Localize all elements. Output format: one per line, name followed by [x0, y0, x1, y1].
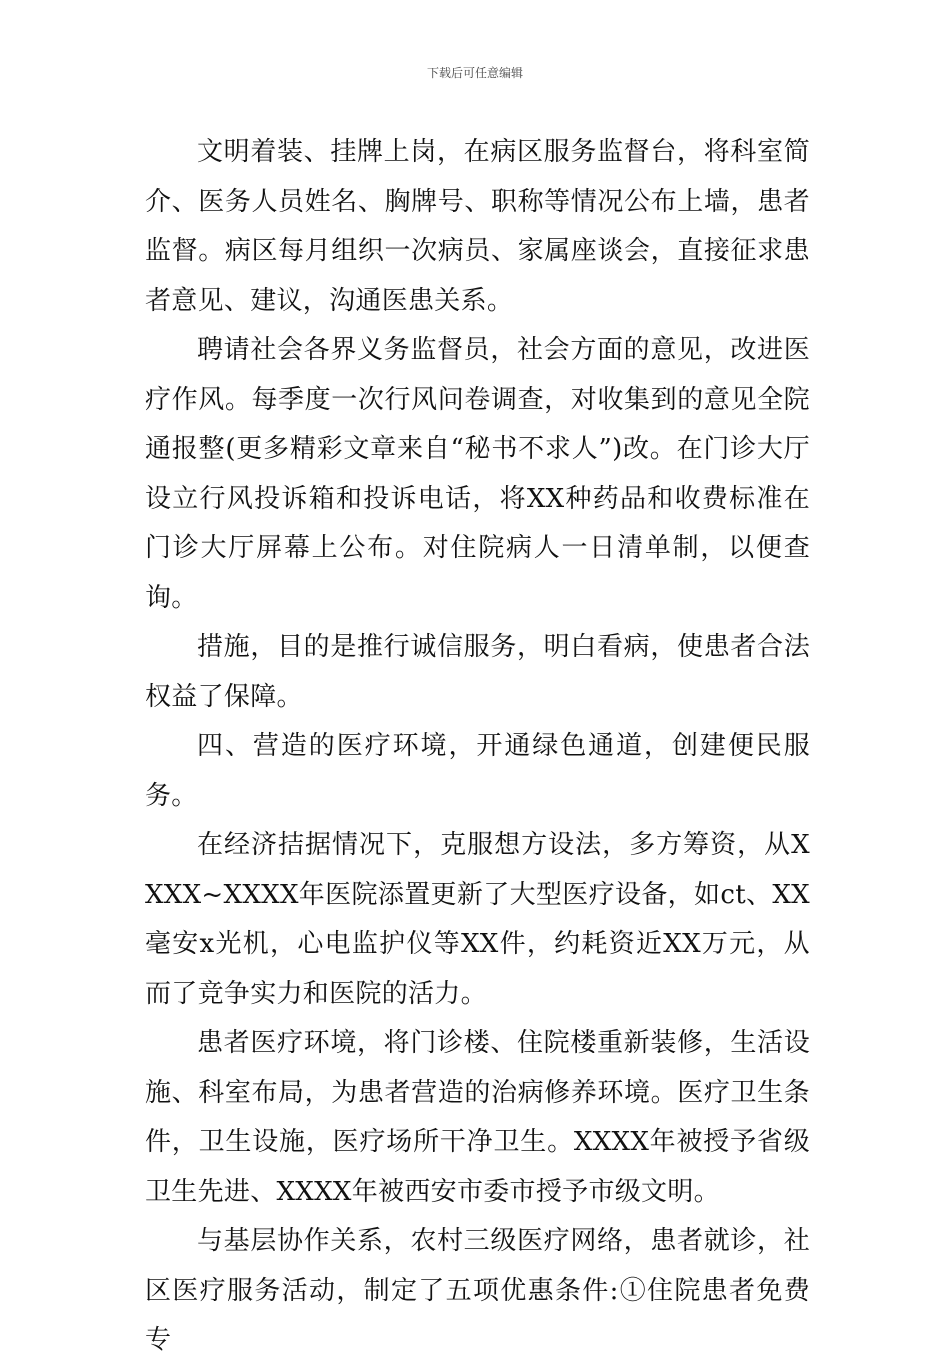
document-body: [145, 128, 810, 1366]
paragraph-1: 文明着装、挂牌上岗，在病区服务监督台，将科室简介、医务人员姓名、胸牌号、职称等情况公布上墙，患者监督。病区每月组织一次病员、家属座谈会，直接征求患者意见、建议，沟通医患关系。: [145, 137, 810, 316]
paragraph-6: 患者医疗环境，将门诊楼、住院楼重新装修，生活设施、科室布局，为患者营造的治病修养环境。医疗卫生条件，卫生设施，医疗场所干净卫生。XXXX年被授予省级卫生先进、XXXX年被西安市委市授予市级文明。: [145, 1028, 810, 1207]
page-header: 下载后可任意编辑: [426, 66, 523, 80]
paragraph-7: 与基层协作关系，农村三级医疗网络，患者就诊，社区医疗服务活动，制定了五项优惠条件:①住院患者免费专: [145, 1226, 810, 1355]
paragraph-2: 聘请社会各界义务监督员，社会方面的意见，改进医疗作风。每季度一次行风问卷调查，对收集到的意见全院通报整(更多精彩文章来自“秘书不求人”)改。在门诊大厅设立行风投诉箱和投诉电话，将XX种药品和收费标准在门诊大厅屏幕上公布。对住院病人一日清单制，以便查询。: [145, 335, 810, 613]
paragraph-4: 四、营造的医疗环境，开通绿色通道，创建便民服务。: [145, 731, 810, 811]
paragraph-5: 在经济拮据情况下，克服想方设法，多方筹资，从XXXX~XXXX年医院添置更新了大型医疗设备，如ct、XX毫安x光机，心电监护仪等XX件，约耗资近XX万元，从而了竞争实力和医院的活力。: [145, 830, 810, 1009]
paragraph-3: 措施，目的是推行诚信服务，明白看病，使患者合法权益了保障。: [145, 632, 810, 712]
